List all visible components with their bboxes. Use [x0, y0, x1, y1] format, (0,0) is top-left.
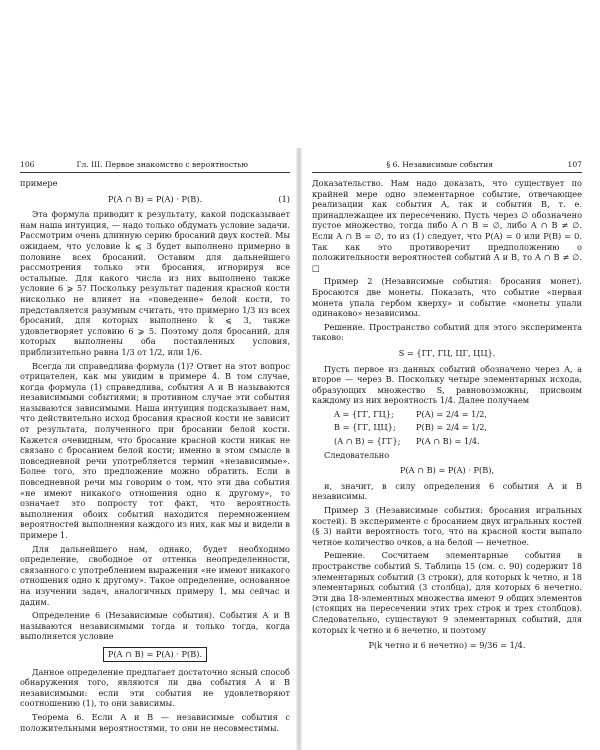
- boxed-formula: [20, 647, 290, 662]
- paragraph: Определение 6 (Независимые события). События A и B называются независимыми тогда и только тогда, когда выполняется условие: [20, 610, 290, 642]
- paragraph: Решение. Пространство событий для этого эксперимента таково:: [312, 321, 582, 343]
- formula: [20, 194, 290, 205]
- paragraph: Следовательно: [324, 449, 390, 460]
- paragraph: Для дальнейшего нам, однако, будет необходимо определение, свободное от оттенка неопределенности, связанного с употреблением выражения «не имеют никакого отношения одно к другому». Такое определение, основанное на изучении задач, аналогичных примеру 1, мы сейчас и дадим.: [20, 543, 290, 607]
- paragraph: Доказательство. Нам надо доказать, что существует по крайней мере одно элементарное событие, отвечающее реализации как события A, так и события B, т. е. принадлежащее их пересечению. Пусть через ∅ обозначено пустое множество, тогда либо A ∩ B = ∅, либо A ∩ B ≠ ∅. Если A ∩ B = ∅, то из (1) следует, что P(A) = 0 или P(B) = 0. Так как это противоречит предположению о положительности вероятностей событий A и B, то A ∩ B ≠ ∅. □: [312, 178, 582, 273]
- formula: [312, 465, 582, 476]
- right-section-title: § 6. Независимые события: [386, 160, 494, 169]
- paragraph: Пример 2 (Независимые события: бросания монет). Бросаются две монеты. Показать, что событие «первая монета упала гербом кверху» и событие «монеты упали одинаково» независимы.: [312, 276, 582, 319]
- set-expression: B = {ГГ, ЦЦ};: [334, 422, 396, 433]
- paragraph: Всегда ли справедлива формула (1)? Ответ на этот вопрос отрицателен, как мы увидим в примере 4. В том случае, когда формула (1) справедлива, события A и B называются независимыми событиями; в противном случае эти события называются зависимыми. Наша интуиция подсказывает нам, что действительно исход бросания красной кости не зависит от результата, полученного при бросании белой кости. Кажется очевидным, что бросание красной кости никак не связано с бросанием белой кости; именно в этом смысле в повседневной речи употребляется термин «независимые». Более того, это предложение можно обратить. Если в повседневной речи мы говорим о том, что эти два события «не имеют никакого отношения одно к другому», то означает это попросту тот факт, что вероятность выполнения обоих событий находится перемножением вероятностей выполнения каждого из них, как мы и видели в примере 1.: [20, 360, 290, 540]
- book-spread: [0, 148, 600, 750]
- paragraph: и, значит, в силу определения 6 события A и B независимы.: [312, 480, 582, 502]
- paragraph: Теорема 6. Если A и B — независимые события с положительными вероятностями, то они не несовместимы.: [20, 711, 290, 733]
- left-chapter-title: Гл. III. Первое знакомство с вероятностью: [76, 160, 249, 169]
- formula: [312, 348, 582, 359]
- set-probability: P(B) = 2/4 = 1/2,: [416, 422, 488, 433]
- right-page-body: [312, 178, 582, 656]
- set-definition-row: [334, 409, 582, 420]
- book-gutter: [296, 148, 302, 750]
- left-running-head: [20, 160, 290, 173]
- paragraph: Пусть первое из данных событий обозначено через A, а второе — через B. Поскольку четыре элементарных исхода, образующих множество S, равновозможны, присвоим каждому из них вероятность 1/4. Далее получаем: [312, 363, 582, 406]
- set-probability: P(A) = 2/4 = 1/2,: [416, 408, 487, 419]
- paragraph: примере: [20, 178, 58, 188]
- set-expression: A = {ГГ, ГЦ};: [334, 408, 394, 419]
- right-running-head: [312, 160, 582, 173]
- boxed-formula-text: P(A ∩ B) = P(A) · P(B).: [103, 647, 207, 662]
- paragraph: Данное определение предлагает достаточно ясный способ обнаружения того, являются ли два события A и B независимыми: если эти события не удовлетворяют соотношению (1), то они зависимы.: [20, 666, 290, 709]
- formula-number: (1): [278, 193, 290, 204]
- formula: [312, 640, 582, 651]
- formula-text: S = {ГГ, ГЦ, ЦГ, ЦЦ}.: [398, 347, 496, 358]
- paragraph: Пример 3 (Независимые события: бросания игральных костей). В эксперименте с бросанием двух игральных костей (§ 3) найти вероятность того, что на красной кости выпало четное количество очков, а на белой — нечетное.: [312, 505, 582, 547]
- set-probability: P(A ∩ B) = 1/4.: [416, 436, 480, 447]
- left-page-body: [20, 178, 290, 733]
- formula-text: P(k четно и 6 нечетно) = 9/36 = 1/4.: [368, 640, 526, 651]
- paragraph: Решение. Сосчитаем элементарные события в пространстве событий S. Таблица 15 (см. с. 90) содержит 18 элементарных событий (3 строки), для которых k четно, и 18 элементарных событий (3 столбца), для которых 6 нечетно. Эти два 18-элементных множества имеют 9 общих элементов (стоящих на пересечении этих трех строк и трех столбцов). Следовательно, существуют 9 элементарных событий, для которых k четно и 6 нечетно, и поэтому: [312, 550, 582, 635]
- set-definition-row: [334, 422, 582, 433]
- right-page-number: 107: [567, 160, 582, 169]
- set-definition-row: [334, 436, 582, 447]
- formula-text: P(A ∩ B) = P(A) · P(B).: [107, 193, 203, 204]
- paragraph: Эта формула приводит к результату, какой подсказывает нам наша интуиция, — надо только обдумать условие задачи. Рассмотрим очень длинную серию бросаний двух костей. Мы ожидаем, что условие k ⩽ 3 будет выполнено примерно в половине всех бросаний. Оставим для дальнейшего рассмотрения только эти бросания, игнорируя все остальные. Для какого числа из них выполнено также условие 6 ⩾ 5? Поскольку результат падения красной кости нисколько не влияет на «поведение» белой кости, то представляется разумным считать, что примерно 1/3 из всех бросаний, для которых выполнено k ⩽ 3, также удовлетворяет условию 6 ⩾ 5. Поэтому доля бросаний, для которых выполнены оба поставленных условия, приблизительно равна 1/3 от 1/2, или 1/6.: [20, 209, 290, 357]
- formula-text: P(A ∩ B) = P(A) · P(B),: [399, 465, 495, 476]
- left-page-number: 106: [20, 160, 35, 169]
- set-expression: (A ∩ B) = {ГГ};: [334, 436, 401, 447]
